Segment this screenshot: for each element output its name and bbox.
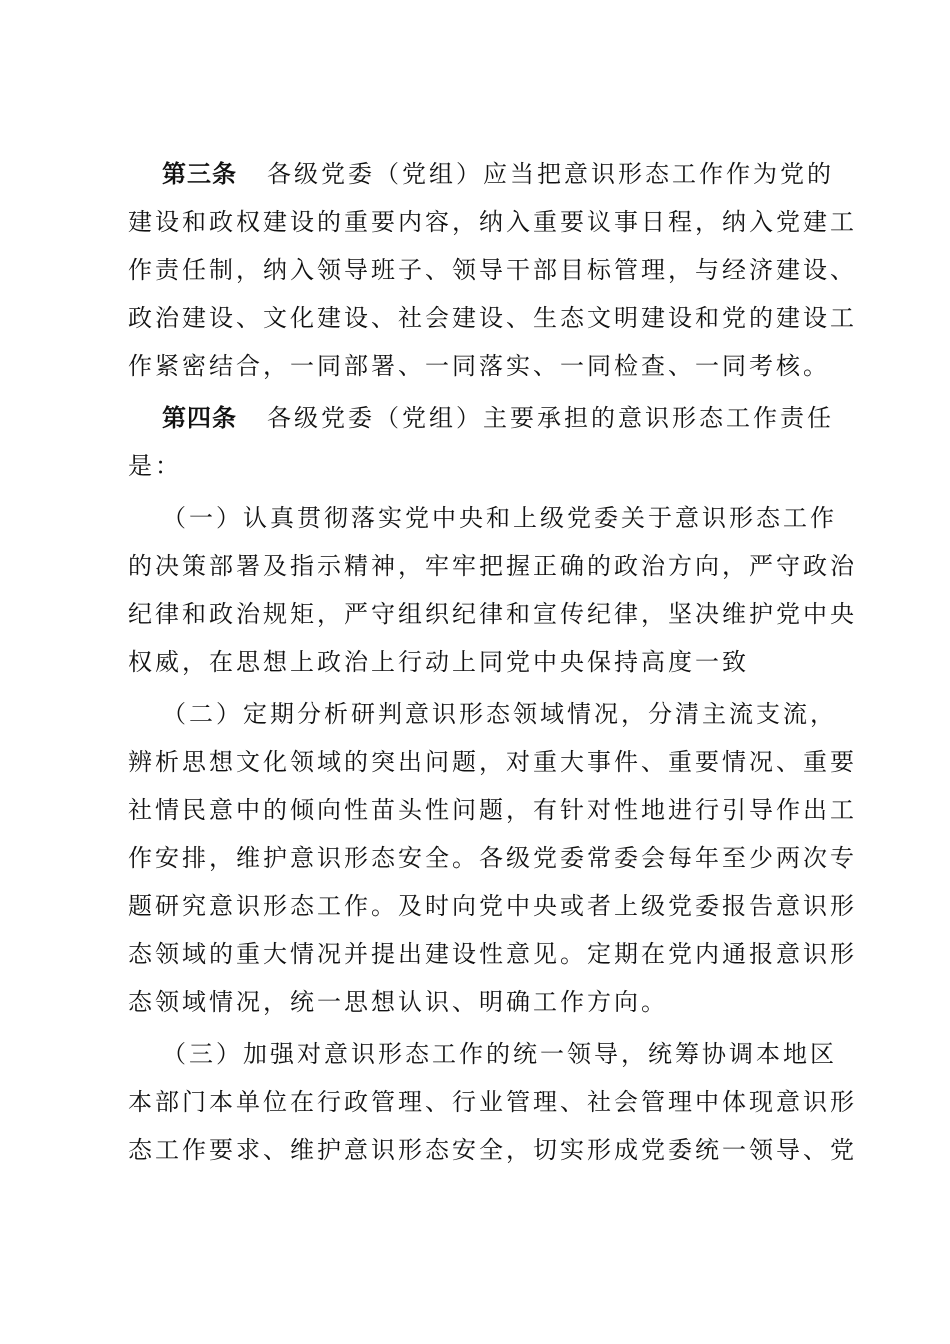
item-1-paragraph	[128, 494, 857, 686]
paragraph-line: 社情民意中的倾向性苗头性问题，有针对性地进行引导作出工	[128, 796, 857, 824]
article-4-paragraph	[128, 394, 834, 490]
paragraph-line: 作责任制，纳入领导班子、领导干部目标管理，与经济建设、	[128, 256, 857, 284]
paragraph-line: 的决策部署及指示精神，牢牢把握正确的政治方向，严守政治	[128, 552, 857, 580]
line-text: 各级党委（党组）主要承担的意识形态工作责任	[267, 404, 834, 432]
paragraph-line: 是：	[128, 452, 182, 480]
paragraph-line	[128, 394, 834, 442]
paragraph-line: 题研究意识形态工作。及时向党中央或者上级党委报告意识形	[128, 892, 857, 920]
paragraph-line: 纪律和政治规矩，严守组织纪律和宣传纪律，坚决维护党中央	[128, 600, 857, 628]
paragraph-line: （三）加强对意识形态工作的统一领导，统筹协调本地区	[162, 1040, 837, 1068]
article-title: 第四条	[162, 404, 237, 432]
item-2-paragraph	[128, 690, 857, 1026]
paragraph-line: 政治建设、文化建设、社会建设、生态文明建设和党的建设工	[128, 304, 857, 332]
paragraph-line: 建设和政权建设的重要内容，纳入重要议事日程，纳入党建工	[128, 208, 857, 236]
paragraph-line: 态领域的重大情况并提出建设性意见。定期在党内通报意识形	[128, 940, 857, 968]
paragraph-line: 作紧密结合，一同部署、一同落实、一同检查、一同考核。	[128, 352, 830, 380]
paragraph-line: （一）认真贯彻落实党中央和上级党委关于意识形态工作	[162, 504, 837, 532]
paragraph-line: 态工作要求、维护意识形态安全，切实形成党委统一领导、党	[128, 1136, 857, 1164]
paragraph-line: 本部门本单位在行政管理、行业管理、社会管理中体现意识形	[128, 1088, 857, 1116]
paragraph-line: 作安排，维护意识形态安全。各级党委常委会每年至少两次专	[128, 844, 857, 872]
paragraph-line: 权威，在思想上政治上行动上同党中央保持高度一致	[128, 648, 749, 676]
article-3-paragraph	[128, 150, 857, 390]
article-title: 第三条	[162, 160, 237, 188]
document-body	[128, 150, 857, 1174]
paragraph-line: 态领域情况，统一思想认识、明确工作方向。	[128, 988, 668, 1016]
line-text: 各级党委（党组）应当把意识形态工作作为党的	[267, 160, 834, 188]
paragraph-line: 辨析思想文化领域的突出问题，对重大事件、重要情况、重要	[128, 748, 857, 776]
item-3-paragraph	[128, 1030, 857, 1174]
paragraph-line	[128, 150, 834, 198]
paragraph-line: （二）定期分析研判意识形态领域情况，分清主流支流，	[162, 700, 837, 728]
